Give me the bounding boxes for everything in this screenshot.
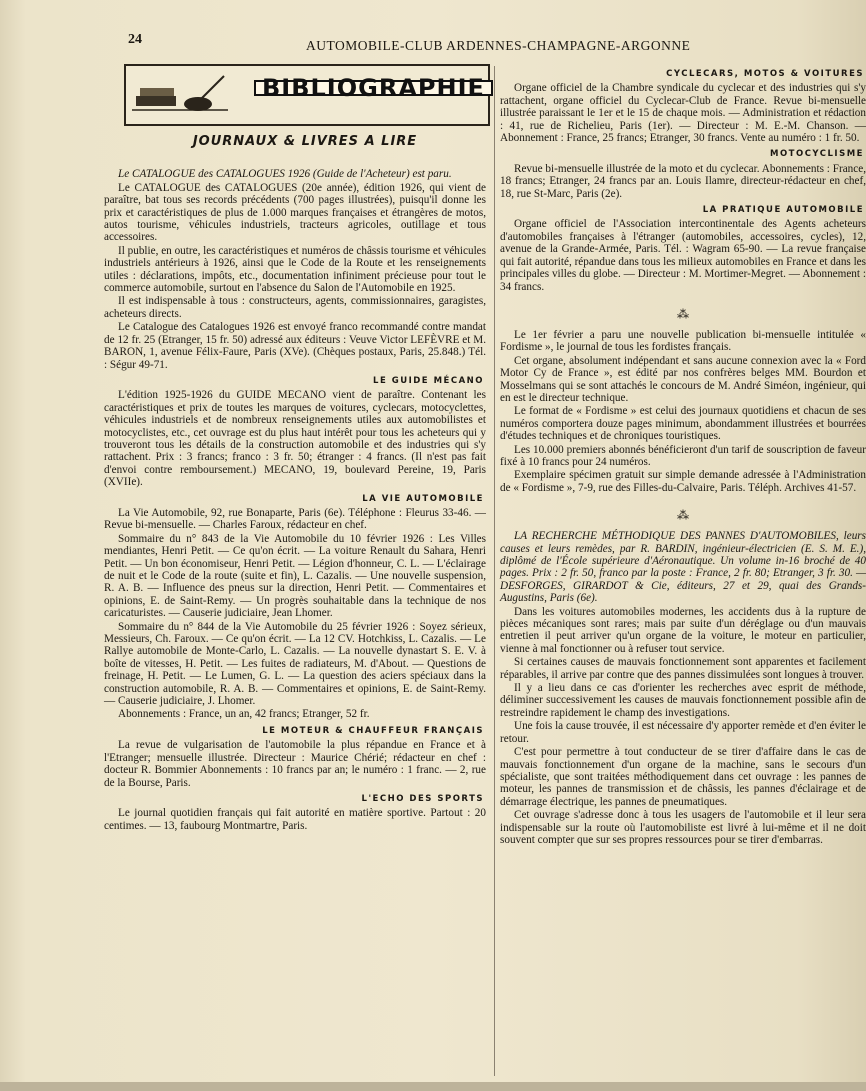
section-heading: MOTOCYCLISME	[769, 149, 864, 160]
paragraph: Organe officiel de l'Association intercontinentale des Agents acheteurs d'automobiles françaises à l'étranger (automobiles, accessoires, cycles), 12, avenue de la Grande-Armée, Paris. Tél. : Wagram 65-90. — La revue française qui fait autorité, répandue dans tous les milieux automobiles en France et dans les principales villes du globe. — Directeur : M. Mortimer-Megret. — Abonnement : 34 francs.	[500, 218, 866, 293]
paragraph: La Vie Automobile, 92, rue Bonaparte, Paris (6e). Téléphone : Fleurus 33-46. — Revue bi-mensuelle. — Charles Faroux, rédacteur en chef.	[104, 506, 486, 532]
running-header: AUTOMOBILE-CLUB ARDENNES-CHAMPAGNE-ARGONNE	[306, 38, 691, 53]
paragraph: Organe officiel de la Chambre syndicale du cyclecar et des industries qui s'y rattachent, organe officiel du Cyclecar-Club de France. Revue bi-mensuelle illustrée paraissant le 1er et le 15 de chaque mois. — Administration et rédaction : 41, rue de Richelieu, Paris (1er). — Directeur : M. E.-M. Chanson. — Abonnement : France, 25 francs; Etranger, 30 francs. Vente au numéro : 1 fr. 50.	[500, 82, 866, 145]
paragraph: La revue de vulgarisation de l'automobile la plus répandue en France et à l'Etranger; mensuelle illustrée. Directeur : Maurice Chérié; rédacteur en chef : docteur R. Bommier Abonnements : 10 francs par an; le numéro : 1 franc. — 2, rue de la Bourse, Paris.	[104, 739, 486, 789]
paragraph: Si certaines causes de mauvais fonctionnement sont apparentes et facilement réparables, il arrive par contre que des pannes dissimulées sont longues à trouver.	[500, 656, 866, 681]
paragraph: Le journal quotidien français qui fait autorité en matière sportive. Partout : 20 centimes. — 13, faubourg Montmartre, Paris.	[104, 807, 486, 832]
paragraph: Abonnements : France, un an, 42 francs; Etranger, 52 fr.	[118, 708, 370, 721]
paragraph: Les 10.000 premiers abonnés bénéficieront d'un tarif de souscription de faveur fixé à 10 francs pour 24 numéros.	[500, 443, 866, 468]
paragraph: Sommaire du n° 844 de la Vie Automobile du 25 février 1926 : Soyez sérieux, Messieurs, Ch. Faroux. — Ce qu'on écrit. — La 12 CV. Hotchkiss, L. Cazalis. — Le Rallye automobile de Monte-Carlo, L. Cazalis. — La nouvelle dynastart S. E. V. à boîte de vitesses, H. Petit. — Les fuites de radiateurs, M. d'About. — Questions de freinage, H. Petit. — Le Lumen, G. L. — La question des aciers spéciaux dans la construction automobile, R. A. B. — Commentaires et opinions, E. de Saint-Remy. — Causerie judiciaire, J. Lhomer.	[104, 620, 486, 708]
banner-title: BIBLIOGRAPHIE	[254, 80, 493, 96]
paragraph: Dans les voitures automobiles modernes, les accidents dus à la rupture de pièces mécaniques sont rares; mais par suite d'un déréglage ou d'un mauvais entretien il peut arriver qu'un organe de la voiture, le moteur en particulier, vienne à mal fonctionner ou à refuser tout service.	[500, 605, 866, 655]
paragraph: Le CATALOGUE des CATALOGUES 1926 (Guide de l'Acheteur) est paru.	[118, 168, 452, 181]
section-heading: LA VIE AUTOMOBILE	[362, 493, 484, 504]
bibliographie-banner	[124, 64, 490, 126]
paragraph: Il y a lieu dans ce cas d'orienter les recherches avec esprit de méthode, déliminer successivement les causes de mauvais fonctionnement possible afin de restreindre rapidement le champ des investigations.	[500, 682, 866, 719]
section-heading: L'ECHO DES SPORTS	[361, 793, 484, 804]
column-divider	[494, 66, 495, 1076]
banner-subtitle: JOURNAUX & LIVRES A LIRE	[192, 134, 418, 149]
inkwell-books-icon	[132, 74, 228, 114]
paragraph: Cet organe, absolument indépendant et sans aucune connexion avec la « Ford Motor Cy de France », est édité par nos confrères belges MM. Bourdon et Mosselmans qui se sont attachés le concours de M. André Siméon, ingénieur, qui en est le directeur technique.	[500, 354, 866, 404]
paragraph: C'est pour permettre à tout conducteur de se tirer d'affaire dans le cas de mauvais fonctionnement d'un organe de la machine, sans le secours d'un spécialiste, que sont traitées méthodiquement dans cet ouvrage : les pannes de moteur, les pannes de transmission et de châssis, les pannes d'éclairage et de démarrage électrique, les pannes de pneumatiques.	[500, 746, 866, 808]
paragraph: Le Catalogue des Catalogues 1926 est envoyé franco recommandé contre mandat de 12 fr. 25 (Etranger, 15 fr. 50) adressé aux éditeurs : Veuve Victor LEFÈVRE et M. BARON, 1, avenue Félix-Faure, Paris (XVe). (Chèques postaux, Paris, 25.848.) Tél. : Ségur 49-71.	[104, 321, 486, 371]
paragraph: Une fois la cause trouvée, il est nécessaire d'y apporter remède et d'en éviter le retour.	[500, 720, 866, 745]
page-edge-shadow	[0, 1082, 866, 1091]
paragraph: Le 1er février a paru une nouvelle publication bi-mensuelle intitulée « Fordisme », le journal de tous les fordistes français.	[500, 328, 866, 354]
paragraph: Le CATALOGUE des CATALOGUES (20e année), édition 1926, qui vient de paraître, bat tous ses records précédents (700 pages illustrées), puisqu'il donne les prix et caractéristiques de plus de 1.000 marques françaises et étrangères de motos, autos tourisme, véhicules industriels, tracteurs agricoles, outillage et tous accessoires.	[104, 181, 486, 244]
paragraph: Il est indispensable à tous : constructeurs, agents, commissionnaires, garagistes, acheteurs directs.	[104, 295, 486, 320]
right-column	[500, 64, 866, 847]
paragraph: Sommaire du n° 843 de la Vie Automobile du 10 février 1926 : Les Villes mendiantes, Henri Petit. — Ce qu'on écrit. — La voiture Renault du Sahara, Henri Petit. — Un bon économiseur, Henri Petit. — Légion d'honneur, C. L. — L'éclairage de nuit et le Code de la route (suite et fin), L. Cazalis. — Une nouvelle suspension, R. A. B. — Influence des pneus sur la direction, Henri Petit. — Commentaires et opinions, E. de Saint-Remy. — Un progrès souhaitable dans la technique de nos caricaturistes. — Causerie judiciaire, Jean Lhomer.	[104, 532, 486, 620]
paragraph: Revue bi-mensuelle illustrée de la moto et du cyclecar. Abonnements : France, 18 francs; Etranger, 24 francs par an. Louis Ilamre, directeur-rédacteur en chef, 18, rue St-Marc, Paris (2e).	[500, 162, 866, 200]
section-heading: LE MOTEUR & CHAUFFEUR FRANÇAIS	[262, 725, 484, 736]
paragraph: LA RECHERCHE MÉTHODIQUE DES PANNES D'AUTOMOBILES, leurs causes et leurs remèdes, par R. BARDIN, ingénieur-électricien (E. S. M. E.), diplômé de l'École supérieure d'Aéronautique. Un volume in-16 broché de 40 pages. Prix : 2 fr. 50, franco par la poste : France, 2 fr. 80; Etranger, 3 fr. 30. — DESFORGES, GIRARDOT & Cie, éditeurs, 27 et 29, quai des Grands-Augustins, Paris (6e).	[500, 530, 866, 605]
asterism-divider: ⁂	[677, 508, 689, 523]
section-heading: LA PRATIQUE AUTOMOBILE	[702, 205, 864, 216]
paragraph: Cet ouvrage s'adresse donc à tous les usagers de l'automobile et il leur sera indispensable sur la route où l'automobiliste est livré à lui-même et il ne doit souvent compter que sur ses propres ressources pour se tirer d'embarras.	[500, 809, 866, 846]
section-heading: CYCLECARS, MOTOS & VOITURES	[666, 69, 864, 79]
asterism-divider: ⁂	[677, 306, 689, 321]
page-number: 24	[128, 32, 142, 47]
section-heading: LE GUIDE MÉCANO	[373, 375, 484, 386]
paragraph: Exemplaire spécimen gratuit sur simple demande adressée à l'Administration de « Fordisme », 7-9, rue des Filles-du-Calvaire, Paris. Téléph. Archives 41-57.	[500, 469, 866, 494]
left-column	[104, 64, 486, 833]
paragraph: L'édition 1925-1926 du GUIDE MECANO vient de paraître. Contenant les caractéristiques et prix de toutes les marques de voitures, cyclecars, motocyclettes, véhicules industriels et de nombreux renseignements utiles aux automobilistes et motocyclistes, etc., cet ouvrage est du plus haut intérêt pour tous les acheteurs qui y trouveront tous les détails de la construction automobile et des industries qui s'y rattachent. Prix : 3 francs; franco : 3 fr. 50; étranger : 4 francs. (Il n'est pas fait d'envoi contre remboursement.) MECANO, 19, boulevard Pereine, 19, Paris (XVIIe).	[104, 389, 486, 489]
paragraph: Il publie, en outre, les caractéristiques et numéros de châssis tourisme et véhicules industriels antérieurs à 1926, ainsi que le Code de la Route et les renseignements utiles : déclarations, impôts, etc., documentation infiniment précieuse pour tout le commerce automobile, surtout en l'absence du Salon de l'Automobile en 1925.	[104, 244, 486, 295]
paragraph: Le format de « Fordisme » est celui des journaux quotidiens et chacun de ses numéros comportera douze pages minimum, abondamment illustrées et bourrées d'études techniques et de chroniques touristiques.	[500, 405, 866, 443]
